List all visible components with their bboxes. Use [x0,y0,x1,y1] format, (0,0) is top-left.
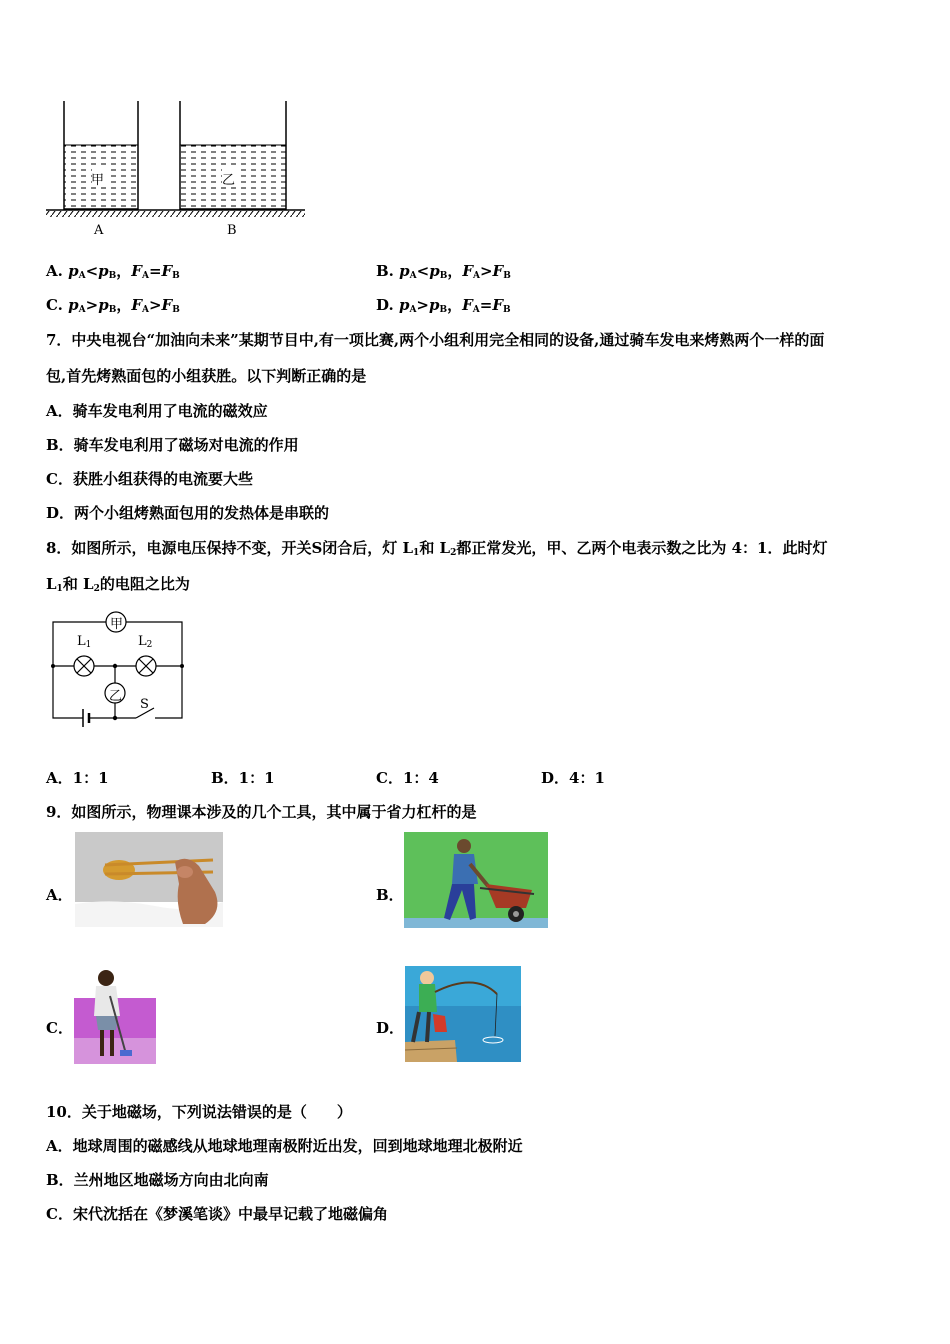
caption-a: A [94,223,104,238]
caption-b: B [227,223,237,238]
q9-option-a-label[interactable]: A． [46,886,73,904]
q9-option-b-label[interactable]: B． [376,886,404,904]
q10-option-c[interactable]: C．宋代沈括在《梦溪笔谈》中最早记载了地磁偏角 [46,1205,388,1223]
q8-option-a[interactable]: A．1：1 [46,769,109,787]
q7-stem-line2: 包,首先烤熟面包的小组获胜。以下判断正确的是 [46,367,367,385]
chopsticks-image [75,832,223,927]
q8-option-d[interactable]: D．4：1 [541,769,605,787]
lamp-l1-label: $L_1$ [77,634,92,650]
q8-option-b[interactable]: B．1：1 [211,769,275,787]
q9-option-c-label[interactable]: C． [46,1019,73,1037]
q7-option-b[interactable]: B．骑车发电利用了磁场对电流的作用 [46,436,299,454]
meter-yi-label: 乙 [109,689,123,704]
q8-option-c[interactable]: C．1：4 [376,769,439,787]
q9-stem: 9．如图所示，物理课本涉及的几个工具，其中属于省力杠杆的是 [46,803,477,821]
lamp-l2-label: $L_2$ [138,634,153,650]
switch-label: S [140,697,149,712]
q7-option-d[interactable]: D．两个小组烤熟面包用的发热体是串联的 [46,504,330,522]
q7-option-a[interactable]: A．骑车发电利用了电流的磁效应 [46,402,268,420]
meter-jia-label: 甲 [110,617,124,632]
wheelbarrow-image [404,832,548,928]
q6-option-a[interactable]: A. $p_A<p_B$，$F_A=F_B$ [46,262,180,281]
q6-option-b[interactable]: B. $p_A<p_B$，$F_A>F_B$ [376,262,511,281]
container-a-label: 甲 [91,173,105,188]
broom-girl-image [74,968,156,1064]
q6-option-d[interactable]: D. $p_A>p_B$，$F_A=F_B$ [376,296,511,315]
q7-option-c[interactable]: C．获胜小组获得的电流要大些 [46,470,253,488]
containers-figure [40,95,315,250]
q10-option-b[interactable]: B．兰州地区地磁场方向由北向南 [46,1171,269,1189]
q6-option-c[interactable]: C. $p_A>p_B$，$F_A>F_B$ [46,296,180,315]
fishing-image [405,966,521,1062]
container-b-label: 乙 [222,173,236,188]
q8-stem-line1: 8．如图所示，电源电压保持不变，开关S闭合后，灯 $L_1$和 $L_2$都正常发光，甲、乙两个电表示数之比为 4：1．此时灯 [46,539,828,558]
q7-stem-line1: 7．中央电视台“加油向未来”某期节目中,有一项比赛,两个小组利用完全相同的设备,通过骑车发电来烤熟两个一样的面 [46,331,825,349]
q9-option-d-label[interactable]: D． [376,1019,405,1037]
q8-stem-line2: $L_1$和 $L_2$的电阻之比为 [46,575,190,594]
q10-stem: 10．关于地磁场，下列说法错误的是（ ） [46,1103,352,1121]
q10-option-a[interactable]: A．地球周围的磁感线从地球地理南极附近出发，回到地球地理北极附近 [46,1137,523,1155]
